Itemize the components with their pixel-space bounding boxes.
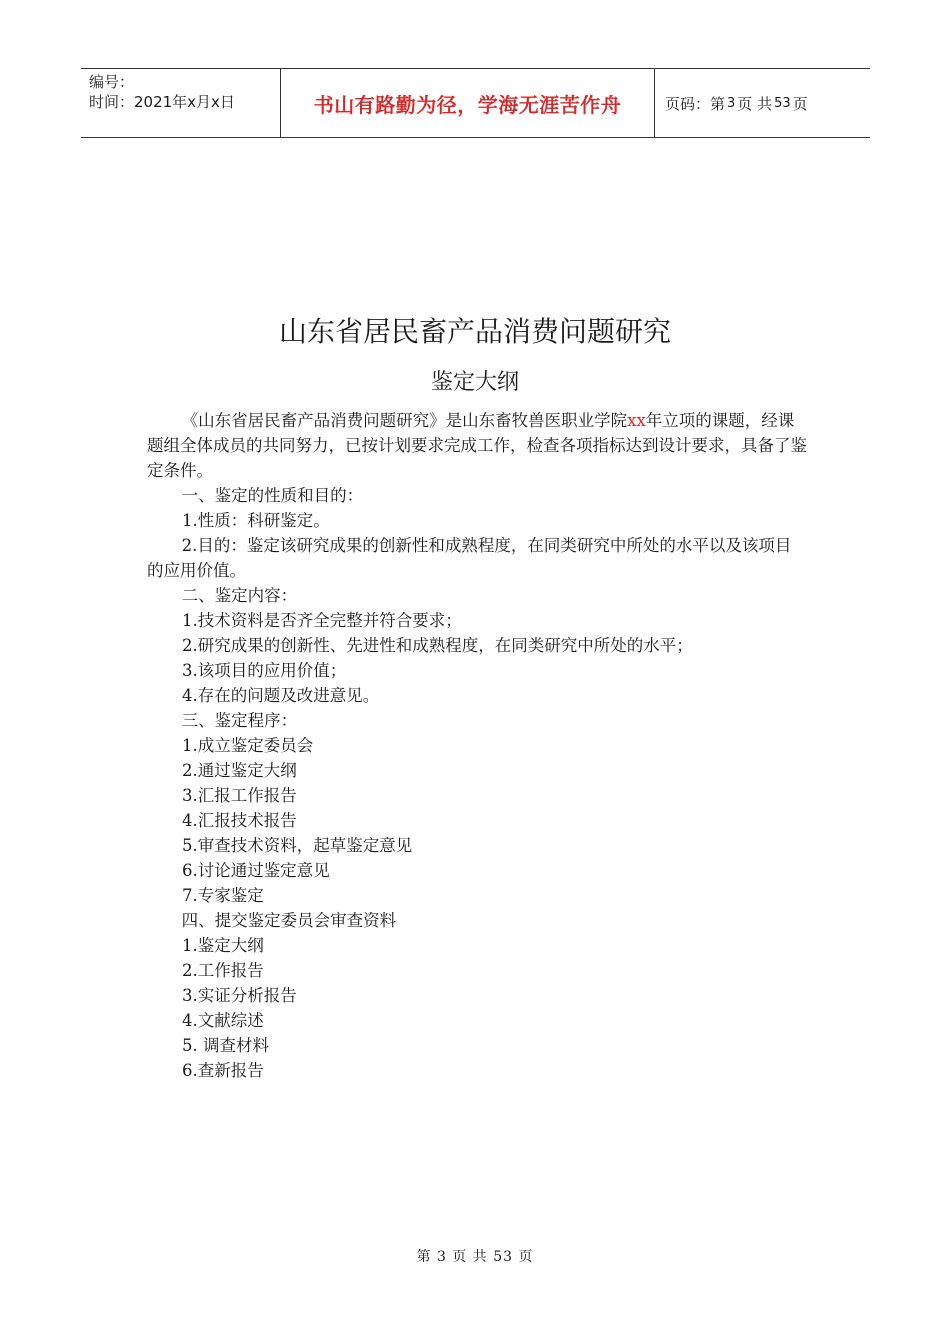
page-end: 页 (792, 94, 808, 113)
header-page-info (655, 69, 870, 137)
list-item: 4.汇报技术报告 (182, 811, 297, 830)
document-body (147, 408, 807, 1083)
section-heading-2: 二、鉴定内容： (181, 586, 298, 605)
intro-paragraph (147, 408, 807, 483)
list-item: 4.文献综述 (182, 1011, 264, 1030)
list-item: 3.汇报工作报告 (182, 786, 297, 805)
list-item: 3.实证分析报告 (182, 986, 297, 1005)
list-item: 2.研究成果的创新性、先进性和成熟程度，在同类研究中所处的水平； (182, 636, 693, 655)
page-footer: 第 3 页 共 53 页 (416, 1249, 534, 1265)
list-item: 5. 调查材料 (182, 1036, 269, 1055)
code-label: 编号： (89, 73, 135, 91)
page-total: 53 (774, 95, 791, 111)
list-item: 7.专家鉴定 (182, 886, 264, 905)
list-item: 2.目的：鉴定该研究成果的创新性和成熟程度，在同类研究中所处的水平以及该项目的应用价值。 (147, 536, 792, 580)
list-item: 2.通过鉴定大纲 (182, 761, 297, 780)
page-header (81, 68, 870, 138)
list-item: 1.技术资料是否齐全完整并符合要求； (182, 611, 462, 630)
list-item: 5.审查技术资料，起草鉴定意见 (182, 836, 413, 855)
page-label: 页码：第 (665, 94, 726, 113)
list-item: 6.讨论通过鉴定意见 (182, 861, 330, 880)
list-item: 4.存在的问题及改进意见。 (182, 686, 380, 705)
list-item: 2.工作报告 (182, 961, 264, 980)
section-heading-4: 四、提交鉴定委员会审查资料 (181, 911, 397, 930)
intro-text-part2: 年立项的课题，经课题组全体成员的共同努力，已按计划要求完成工作，检查各项指标达到设计要求，具备了鉴定条件。 (147, 411, 807, 480)
list-item: 1.性质：科研鉴定。 (182, 511, 330, 530)
page-current: 3 (727, 95, 736, 111)
page-unit: 页 共 (737, 94, 773, 113)
header-meta (81, 69, 281, 137)
list-item: 3.该项目的应用价值； (182, 661, 347, 680)
document-subtitle: 鉴定大纲 (430, 370, 519, 395)
list-item: 6.查新报告 (182, 1061, 264, 1080)
intro-text-part1: 《山东省居民畜产品消费问题研究》是山东畜牧兽医职业学院 (181, 411, 628, 430)
section-heading-3: 三、鉴定程序： (181, 711, 298, 730)
intro-highlight: xx (627, 411, 646, 430)
time-label: 时间：2021年x月x日 (89, 93, 235, 111)
list-item: 1.成立鉴定委员会 (182, 736, 314, 755)
header-motto: 书山有路勤为径，学海无涯苦作舟 (281, 69, 655, 137)
document-title: 山东省居民畜产品消费问题研究 (278, 315, 671, 348)
list-item: 1.鉴定大纲 (182, 936, 264, 955)
section-heading-1: 一、鉴定的性质和目的： (181, 486, 364, 505)
